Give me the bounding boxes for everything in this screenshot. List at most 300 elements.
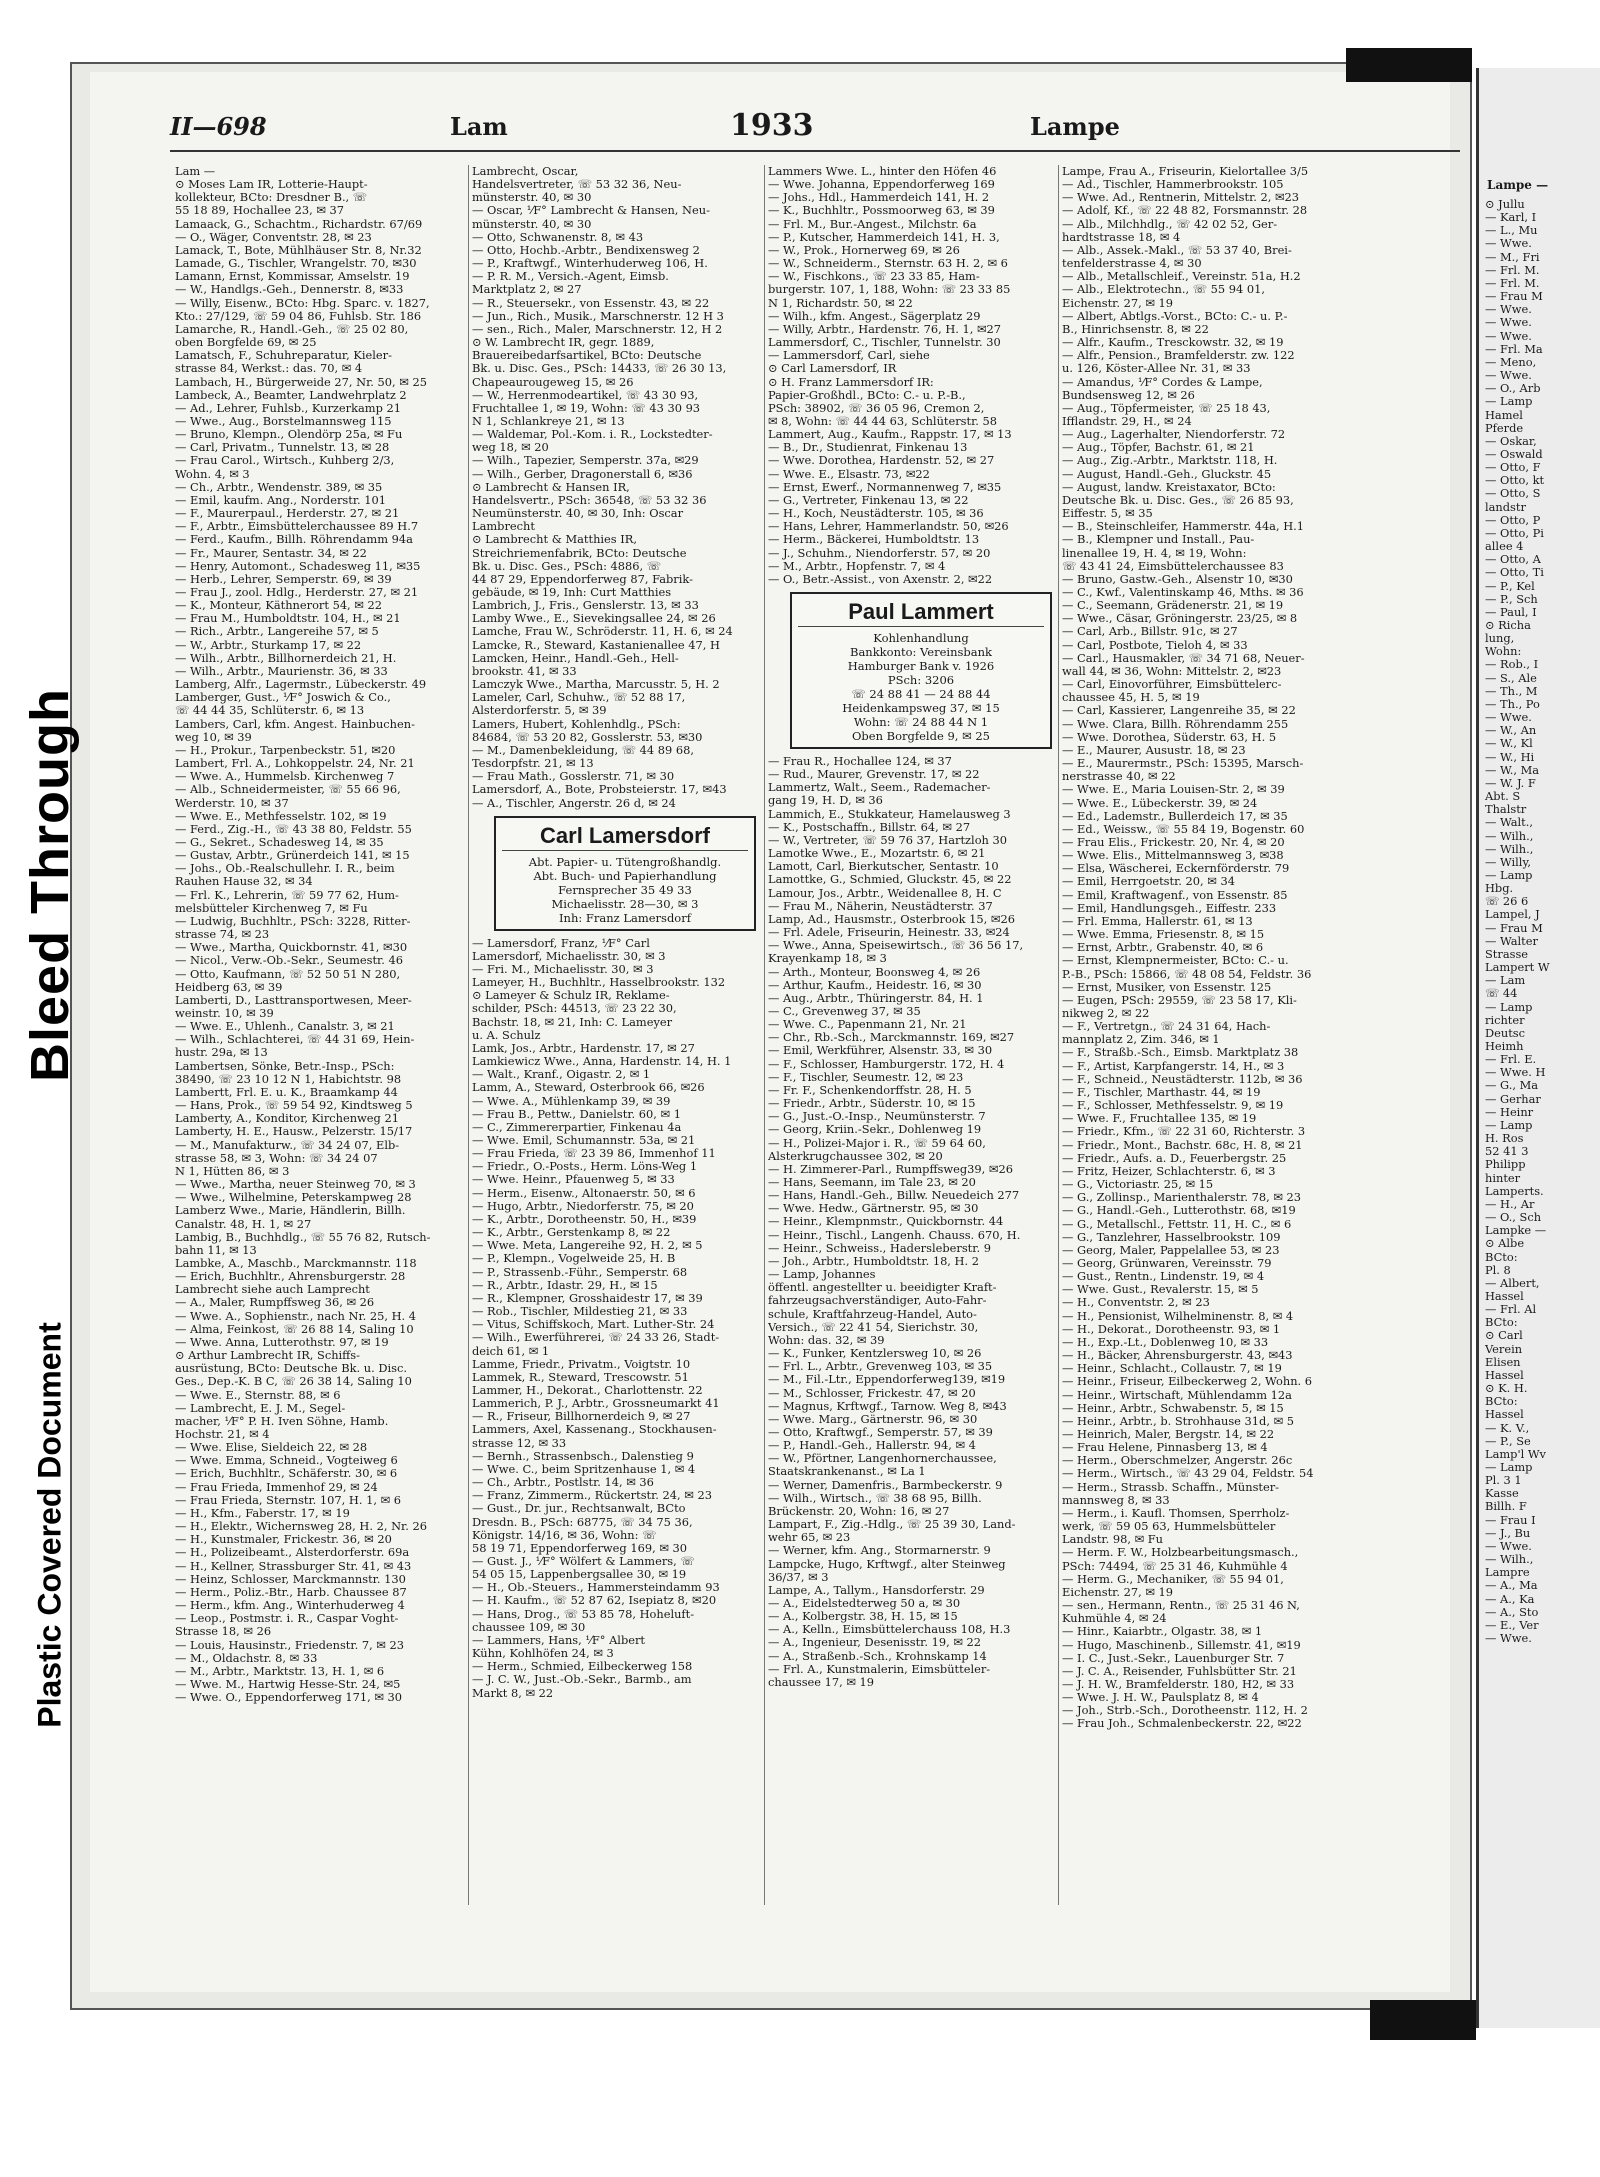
next-page-line: BCto: — [1485, 1394, 1518, 1409]
directory-column-1 — [175, 165, 467, 1905]
directory-entry-line: Lambke, A., Maschb., Marckmannstr. 118 — [175, 1256, 417, 1270]
directory-entry-line: Wohn. 4, ✉ 3 — [175, 467, 250, 481]
next-page-line: — Willy, — [1485, 854, 1531, 869]
directory-entry-line: — Herb., Lehrer, Semperstr. 69, ✉ 39 — [175, 572, 392, 586]
ad-line: PSch: 3206 — [887, 673, 955, 687]
directory-entry-line: Brückenstr. 20, Wohn: 16, ✉ 27 — [768, 1504, 950, 1518]
next-page-line: — M., Fri — [1485, 249, 1540, 264]
directory-entry-line: — Friedr., Aufs. a. D., Feuerbergstr. 25 — [1062, 1151, 1287, 1165]
bleed-through-label: Bleed Through — [20, 688, 80, 1082]
directory-entry-line: — Erich, Buchhltr., Ahrensburgerstr. 28 — [175, 1270, 406, 1284]
directory-entry-line: — B., Steinschleifer, Hammerstr. 44a, H.1 — [1062, 520, 1305, 534]
directory-entry-line: — Friedr., O.-Posts., Herm. Löns-Weg 1 — [472, 1160, 698, 1174]
directory-entry-line: — F., Schlosser, Hamburgerstr. 172, H. 4 — [768, 1057, 1005, 1071]
next-page-line: Lampel, J — [1485, 907, 1540, 922]
next-page-line: Abt. S — [1485, 789, 1521, 804]
directory-entry-line: — Aug., Töpfer, Bachstr. 61, ✉ 21 — [1062, 441, 1255, 455]
directory-entry-line: Ges., Dep.-K. B C, ☏ 26 38 14, Saling 10 — [175, 1375, 412, 1389]
directory-entry-line: Landstr. 98, ✉ Fu — [1062, 1533, 1163, 1547]
directory-entry-line: Lambrecht, Oscar, — [472, 165, 579, 178]
directory-entry-line: — Hugo, Maschinenb., Sillemstr. 41, ✉19 — [1062, 1638, 1301, 1652]
directory-entry-line: — Carl, Einovorführer, Eimsbüttelerc- — [1062, 678, 1282, 692]
next-page-line: ☏ 44 — [1485, 986, 1518, 1001]
next-page-line: Hassel — [1485, 1407, 1524, 1422]
next-page-line: — Albert, — [1485, 1275, 1540, 1290]
next-page-line: — Frau I — [1485, 1512, 1536, 1527]
directory-entry-line: — Alma, Feinkost, ☏ 26 88 14, Saling 10 — [175, 1322, 414, 1336]
directory-entry-line: Canalstr. 48, H. 1, ✉ 27 — [175, 1217, 312, 1231]
directory-entry-line: — Carl., Hausmakler, ☏ 34 71 68, Neuer- — [1062, 651, 1305, 665]
advertisement-carl-lamersdorf — [494, 816, 756, 931]
directory-entry-line: 36/37, ✉ 3 — [768, 1570, 829, 1584]
next-page-line: — Frl. Ma — [1485, 341, 1543, 356]
directory-entry-line: — Herm., Poliz.-Btr., Harb. Chaussee 87 — [175, 1585, 407, 1599]
directory-entry-line: Lamkiewicz Wwe., Anna, Hardenstr. 14, H. 1 — [472, 1055, 732, 1069]
directory-entry-line: — Fr., Maurer, Sentastr. 34, ✉ 22 — [175, 546, 367, 560]
directory-entry-line: oben Borgfelde 69, ✉ 25 — [175, 336, 317, 350]
directory-entry-line: — M., Schlosser, Frickestr. 47, ✉ 20 — [768, 1386, 976, 1400]
directory-entry-line: Lameyer, H., Buchhltr., Hasselbrookstr. 132 — [472, 976, 726, 990]
directory-entry-line: — Ernst, Arbtr., Grabenstr. 40, ✉ 6 — [1062, 941, 1264, 955]
directory-entry-line: — Wwe. Dorothea, Hardenstr. 52, ✉ 27 — [768, 454, 995, 468]
next-page-line: — Wwe. — [1485, 236, 1532, 251]
header-right-word: Lampe — [1030, 112, 1120, 141]
directory-entry-line: — G., Tanzlehrer, Hasselbrookstr. 109 — [1062, 1230, 1281, 1244]
directory-entry-line: mannplatz 2, Zim. 346, ✉ 1 — [1062, 1033, 1220, 1047]
next-page-line: — A., Ka — [1485, 1591, 1535, 1606]
directory-entry-line: — Wwe. Elis., Mittelmannsweg 3, ✉38 — [1062, 849, 1284, 863]
directory-entry-line: chaussee 45, H. 5, ✉ 19 — [1062, 691, 1200, 705]
next-page-line: Wohn: — [1485, 644, 1522, 659]
directory-entry-line: — H., Pensionist, Wilhelminenstr. 8, ✉ 4 — [1062, 1309, 1294, 1323]
next-page-line: — E., Ver — [1485, 1617, 1539, 1632]
directory-entry-line: — Carl, Privatm., Tunnelstr. 13, ✉ 28 — [175, 441, 390, 455]
directory-entry-line: — Wwe. Emma, Friesenstr. 8, ✉ 15 — [1062, 928, 1265, 942]
next-page-line: — Th., M — [1485, 683, 1538, 698]
directory-entry-line: — Vitus, Schiffskoch, Mart. Luther-Str. 24 — [472, 1318, 715, 1332]
directory-entry-line: B., Hinrichsenstr. 8, ✉ 22 — [1062, 322, 1209, 336]
directory-entry-line: — Aug., Arbtr., Thüringerstr. 84, H. 1 — [768, 991, 984, 1005]
directory-entry-line: Lamk, Jos., Arbtr., Hardenstr. 17, ✉ 27 — [472, 1041, 695, 1055]
directory-entry-line: — Wwe. Heinr., Pfauenweg 5, ✉ 33 — [472, 1173, 675, 1187]
advertisement-paul-lammert — [790, 592, 1052, 749]
next-page-line: — Wwe. H — [1485, 1065, 1546, 1080]
next-page-line: Lampert W — [1485, 960, 1550, 975]
directory-entry-line: — Wwe., Aug., Borstelmannsweg 115 — [175, 414, 392, 428]
next-page-line: richter — [1485, 1012, 1525, 1027]
next-page-line: — Frl. E. — [1485, 1052, 1537, 1067]
directory-entry-line: — Walt., Kranf., Oigastr. 2, ✉ 1 — [472, 1068, 651, 1082]
next-page-line: — Lamp — [1485, 1460, 1533, 1474]
directory-entry-line: — C., Grevenweg 37, ✉ 35 — [768, 1004, 921, 1018]
next-page-line: Lamp'l Wv — [1485, 1446, 1546, 1461]
directory-entry-line: — Wwe. Clara, Billh. Röhrendamm 255 — [1062, 717, 1289, 731]
directory-entry-line: — Wwe., Martha, neuer Steinweg 70, ✉ 3 — [175, 1178, 416, 1192]
directory-entry-line: Krayenkamp 18, ✉ 3 — [768, 952, 887, 966]
directory-entry-line: werk, ☏ 59 05 63, Hummelsbütteler — [1062, 1520, 1276, 1534]
directory-entry-line: — Frau Carol., Wirtsch., Kuhberg 2/3, — [175, 454, 395, 468]
next-page-line: ☏ 26 6 — [1485, 894, 1529, 909]
directory-entry-line: ✉ 8, Wohn: ☏ 44 44 63, Schlüterstr. 58 — [768, 414, 998, 428]
directory-entry-line: — O., Betr.-Assist., von Axenstr. 2, ✉22 — [768, 572, 993, 586]
next-page-line: hinter — [1485, 1170, 1521, 1185]
directory-entry-line: Lamotke Wwe., E., Mozartstr. 6, ✉ 21 — [768, 847, 986, 861]
directory-entry-line: Lammertz, Walt., Seem., Rademacher- — [768, 781, 991, 795]
directory-entry-line: 38490, ☏ 23 10 12 N 1, Habichtstr. 98 — [175, 1072, 402, 1086]
directory-entry-line: — P., Kraftwgf., Winterhuderweg 106, H. — [472, 257, 708, 271]
directory-entry-line: — Alfr., Kaufm., Tresckowstr. 32, ✉ 19 — [1062, 336, 1284, 350]
next-page-line: — W., An — [1485, 723, 1537, 738]
directory-entry-line: — Emil, kaufm. Ang., Norderstr. 101 — [175, 493, 387, 507]
directory-entry-line: — Herm., Strassb. Schaffn., Münster- — [1062, 1480, 1280, 1494]
directory-entry-line: — Ernst, Musiker, von Essenstr. 125 — [1062, 980, 1272, 994]
directory-entry-line: — Herm., Wirtsch., ☏ 43 29 04, Feldstr. 54 — [1062, 1467, 1314, 1481]
next-page-line: — Lamp — [1485, 867, 1533, 882]
next-page-line: Lampre — [1485, 1565, 1530, 1580]
directory-entry-line: Lammers, Axel, Kassenang., Stockhausen- — [472, 1423, 717, 1437]
directory-entry-line: — Emil, Kraftwagenf., von Essenstr. 85 — [1062, 888, 1288, 902]
next-page-line: ⊙ Albe — [1485, 1236, 1525, 1251]
directory-entry-line: 54 05 15, Lappenbergsallee 30, ✉ 19 — [472, 1568, 687, 1582]
directory-entry-line: — Leop., Postmstr. i. R., Caspar Voght- — [175, 1612, 399, 1626]
directory-entry-line: — Louis, Hausinstr., Friedenstr. 7, ✉ 23 — [175, 1638, 404, 1652]
directory-entry-line: — H. Zimmerer-Parl., Rumpffsweg39, ✉26 — [768, 1162, 1013, 1176]
directory-entry-line: Lampart, F., Zig.-Hdlg., ☏ 25 39 30, Land- — [768, 1518, 1016, 1532]
directory-entry-line: — K., Funker, Kentzlersweg 10, ✉ 26 — [768, 1347, 982, 1361]
directory-entry-line: — Franz, Zimmerm., Rückertstr. 24, ✉ 23 — [472, 1489, 712, 1503]
directory-entry-line: — K., Arbtr., Dorotheenstr. 50, H., ✉39 — [472, 1212, 697, 1226]
next-page-line: Heimh — [1485, 1039, 1524, 1053]
next-page-line: — Otto, S — [1485, 486, 1541, 501]
directory-entry-line: — Friedr., Mont., Bachstr. 68c, H. 8, ✉ 21 — [1062, 1138, 1303, 1152]
directory-entry-line: Marktplatz 2, ✉ 27 — [472, 283, 582, 297]
directory-entry-line: — J. H. W., Bramfelderstr. 180, H2, ✉ 33 — [1062, 1677, 1295, 1691]
directory-entry-line: — F., Tischler, Marthastr. 44, ✉ 19 — [1062, 1085, 1261, 1099]
directory-entry-line: Ifflandstr. 29, H., ✉ 24 — [1062, 414, 1192, 428]
next-page-line: BCto: — [1485, 1315, 1518, 1330]
directory-entry-line: wehr 65, ✉ 23 — [768, 1531, 851, 1545]
directory-entry-line: — Alb., Metallschleif., Vereinstr. 51a, H.2 — [1062, 270, 1301, 284]
next-page-line: — Otto, A — [1485, 552, 1541, 567]
directory-entry-line: — Emil, Werkführer, Alsenstr. 33, ✉ 30 — [768, 1044, 993, 1058]
directory-entry-line: PSch: 38902, ☏ 36 05 96, Cremon 2, — [768, 401, 985, 415]
directory-entry-line: — Lamp, Johannes — [768, 1268, 876, 1282]
directory-entry-line: — Frau Elis., Frickestr. 20, Nr. 4, ✉ 20 — [1062, 835, 1285, 849]
directory-entry-line: — H. Kaufm., ☏ 52 87 62, Isepiatz 8, ✉20 — [472, 1594, 717, 1608]
directory-entry-line: u. A. Schulz — [472, 1028, 541, 1042]
next-page-line: Billh. F — [1485, 1499, 1527, 1514]
directory-entry-line: — Wwe., Wilhelmine, Peterskampweg 28 — [175, 1191, 412, 1205]
directory-entry-line: u. 126, Köster-Allee Nr. 31, ✉ 33 — [1062, 362, 1251, 376]
directory-entry-line: — A., Straßenb.-Sch., Krohnskamp 14 — [768, 1649, 987, 1663]
next-page-line: — P., Se — [1485, 1433, 1531, 1448]
directory-entry-line: — Wilh., Tapezier, Semperstr. 37a, ✉29 — [472, 454, 699, 468]
directory-entry-line: — Wwe. Anna, Lutterothstr. 97, ✉ 19 — [175, 1335, 389, 1349]
directory-entry-line: öffentl. angestellter u. beeidigter Kraft- — [768, 1281, 997, 1295]
next-page-line: Kasse — [1485, 1486, 1519, 1501]
directory-entry-line: Heidberg 63, ✉ 39 — [175, 980, 283, 994]
directory-entry-line: — Wwe. E., Lübeckerstr. 39, ✉ 24 — [1062, 796, 1258, 810]
directory-entry-line: — Magnus, Krftwgf., Tarnow. Weg 8, ✉43 — [768, 1399, 1007, 1413]
directory-entry-line: strasse 74, ✉ 23 — [175, 928, 270, 942]
ad-title: Paul Lammert — [798, 598, 1044, 627]
directory-entry-line: ⊙ Lambrecht & Matthies IR, — [472, 533, 637, 547]
directory-entry-line: — Wwe. A., Hummelsb. Kirchenweg 7 — [175, 770, 395, 784]
next-page-line: — A., Sto — [1485, 1604, 1539, 1619]
directory-entry-line: — Wwe. E., Methfesselstr. 102, ✉ 19 — [175, 809, 387, 823]
directory-entry-line: Lambers, Carl, kfm. Angest. Hainbuchen- — [175, 717, 415, 731]
directory-entry-line: — Carl, Postbote, Tieloh 4, ✉ 33 — [1062, 638, 1248, 652]
directory-entry-line: — H., Ob.-Steuers., Hammersteindamm 93 — [472, 1581, 720, 1595]
directory-entry-line: — G., Vertreter, Finkenau 13, ✉ 22 — [768, 493, 969, 507]
directory-entry-line: Lamersdorf, Michaelisstr. 30, ✉ 3 — [472, 949, 666, 963]
next-page-line: Philipp — [1485, 1157, 1526, 1172]
directory-entry-line: — Gust. J., ⅟F° Wölfert & Lammers, ☏ — [472, 1555, 695, 1568]
directory-entry-line: — M., Manufakturw., ☏ 34 24 07, Elb- — [175, 1138, 400, 1152]
directory-entry-line: — Aug., Lagerhalter, Niendorferstr. 72 — [1062, 428, 1286, 442]
directory-entry-line: — Erich, Buchhltr., Schäferstr. 30, ✉ 6 — [175, 1467, 398, 1481]
next-page-line: landstr — [1485, 499, 1526, 514]
directory-entry-line: 55 18 89, Hochallee 23, ✉ 37 — [175, 204, 345, 218]
directory-column-4 — [1062, 165, 1354, 1905]
directory-entry-line: Alsterdorferstr. 5, ✉ 39 — [472, 704, 607, 718]
ad-line: Heidenkampsweg 37, ✉ 15 — [842, 701, 1000, 715]
directory-entry-line: — Hans, Seemann, im Tale 23, ✉ 20 — [768, 1176, 976, 1189]
directory-entry-line: — August, Handl.-Geh., Gluckstr. 45 — [1062, 467, 1272, 481]
directory-entry-line: Strasse 18, ✉ 26 — [175, 1625, 272, 1639]
directory-entry-line: Fruchtallee 1, ✉ 19, Wohn: ☏ 43 30 93 — [472, 401, 701, 415]
directory-entry-line: N 1, Hütten 86, ✉ 3 — [175, 1164, 290, 1178]
directory-entry-line: Markt 8, ✉ 22 — [472, 1686, 554, 1700]
ad-line: Kohlenhandlung — [873, 631, 969, 645]
next-page-line: Strasse — [1485, 946, 1529, 961]
directory-entry-line: — Carl, Arb., Billstr. 91c, ✉ 27 — [1062, 625, 1238, 639]
next-page-line: — Rob., I — [1485, 657, 1539, 672]
ad-line: Inh: Franz Lamersdorf — [559, 910, 691, 925]
directory-entry-line: — Gustav, Arbtr., Grünerdeich 141, ✉ 15 — [175, 849, 410, 863]
directory-entry-line: ☏ 44 44 35, Schlüterstr. 6, ✉ 13 — [175, 704, 365, 718]
next-page-lines — [1485, 198, 1550, 1645]
directory-entry-line: — Herm., kfm. Ang., Winterhuderweg 4 — [175, 1599, 405, 1613]
directory-entry-line: — Ernst, Ewerf., Normannenweg 7, ✉35 — [768, 480, 1002, 494]
header-year: 1933 — [730, 108, 814, 143]
directory-entry-line: — Wwe. M., Hartwig Hesse-Str. 24, ✉5 — [175, 1677, 401, 1691]
directory-entry-line: ⊙ Arthur Lambrecht IR, Schiffs- — [175, 1349, 360, 1363]
directory-entry-line: — sen., Rich., Maler, Marschnerstr. 12, H 2 — [472, 322, 723, 336]
directory-entry-line: mannsweg 8, ✉ 33 — [1062, 1493, 1170, 1507]
next-page-line: — Lamp — [1485, 1117, 1533, 1132]
directory-entry-line: — W., Fischkons., ☏ 23 33 85, Ham- — [768, 270, 980, 284]
directory-entry-line: Lambertsen, Sönke, Betr.-Insp., PSch: — [175, 1059, 395, 1073]
directory-entry-line: macher, ⅟F° P. H. Iven Söhne, Hamb. — [175, 1414, 389, 1428]
directory-entry-line: — B., Klempner und Install., Pau- — [1062, 533, 1255, 547]
page-header — [170, 108, 1460, 152]
directory-entry-line: Lammerich, P. J., Arbtr., Grossneumarkt 41 — [472, 1397, 720, 1411]
plastic-covered-label: Plastic Covered Document — [31, 1322, 68, 1728]
directory-entry-line: Lammer, H., Dekorat., Charlottenstr. 22 — [472, 1383, 703, 1397]
next-page-line: — P., Kel — [1485, 578, 1535, 593]
directory-entry-line: — F., Schlosser, Methfesselstr. 9, ✉ 19 — [1062, 1099, 1284, 1113]
directory-entry-line: — Hans, Prok., ☏ 59 54 92, Kindtsweg 5 — [175, 1099, 413, 1113]
directory-entry-line: — K., Buchhltr., Possmoorweg 63, ✉ 39 — [768, 204, 995, 218]
directory-entry-line: — Hinr., Kaiarbtr., Olgastr. 38, ✉ 1 — [1062, 1625, 1263, 1639]
column-divider — [764, 165, 765, 1905]
directory-entry-line: bahn 11, ✉ 13 — [175, 1243, 257, 1257]
next-page-line: — Otto, Ti — [1485, 565, 1544, 580]
directory-entry-line: — Herm., i. Kaufl. Thomsen, Sperrholz- — [1062, 1506, 1290, 1520]
ad-line: Oben Borgfelde 9, ✉ 25 — [851, 729, 990, 743]
directory-entry-line: — P., Kutscher, Hammerdeich 141, H. 3, — [768, 230, 1000, 244]
next-page-line: — Wwe. — [1485, 315, 1532, 330]
directory-entry-line: — M., Oldachstr. 8, ✉ 33 — [175, 1651, 318, 1665]
ad-line: Abt. Buch- und Papierhandlung — [533, 868, 717, 883]
directory-entry-line: — G., Metallschl., Fettstr. 11, H. C., ✉ 6 — [1062, 1217, 1292, 1231]
next-page-line: Lampke — — [1485, 1223, 1547, 1238]
next-page-line: — Oswald — [1485, 446, 1543, 461]
directory-entry-line: — Ch., Arbtr., Postlstr. 14, ✉ 36 — [472, 1476, 654, 1490]
next-page-line: H. Ros — [1485, 1131, 1524, 1146]
directory-entry-line: — Heinr., Klempnmstr., Quickbornstr. 44 — [768, 1215, 1004, 1229]
next-page-line: — Wwe. — [1485, 1631, 1532, 1646]
directory-entry-line: — R., Klempner, Grosshaidestr 17, ✉ 39 — [472, 1291, 703, 1305]
directory-entry-line: — Wwe. J. H. W., Paulsplatz 8, ✉ 4 — [1062, 1691, 1259, 1705]
next-page-line: 52 41 3 — [1485, 1144, 1529, 1159]
directory-entry-line: N 1, Schlankreye 21, ✉ 13 — [472, 414, 625, 428]
directory-entry-line: — Wwe. A., Mühlenkamp 39, ✉ 39 — [472, 1094, 671, 1108]
directory-entry-line: ⊙ Lameyer & Schulz IR, Reklame- — [472, 989, 670, 1003]
directory-entry-line: — Hans, Lehrer, Hammerlandstr. 50, ✉26 — [768, 520, 1009, 534]
directory-entry-line: — P., Handl.-Geh., Hallerstr. 94, ✉ 4 — [768, 1439, 976, 1453]
directory-entry-line: — H., Koch, Neustädterstr. 105, ✉ 36 — [768, 507, 984, 521]
next-page-line: — H., Ar — [1485, 1196, 1535, 1211]
ad-line: Wohn: ☏ 24 88 44 N 1 — [853, 715, 989, 729]
next-page-line: — W. J. F — [1485, 775, 1536, 790]
directory-entry-line: — Wwe. Ad., Rentnerin, Mittelstr. 2, ✉23 — [1062, 191, 1300, 205]
next-page-line: Deutsc — [1485, 1025, 1526, 1040]
directory-entry-line: schilder, PSch: 44513, ☏ 23 22 30, — [472, 1002, 677, 1016]
directory-entry-line: — Aug., Töpfermeister, ☏ 25 18 43, — [1062, 401, 1271, 415]
directory-entry-line: — Frau Joh., Schmalenbeckerstr. 22, ✉22 — [1062, 1717, 1302, 1731]
directory-entry-line: Dresdn. B., PSch: 68775, ☏ 34 75 36, — [472, 1515, 693, 1529]
directory-entry-line: — Aug., Zig.-Arbtr., Marktstr. 118, H. — [1062, 454, 1278, 468]
directory-entry-line: — Bernh., Strassenbsch., Dalenstieg 9 — [472, 1449, 694, 1463]
directory-entry-line: ⊙ Carl Lamersdorf, IR — [768, 362, 897, 376]
directory-column-3 — [768, 165, 1060, 1905]
directory-entry-line: — Frl. K., Lehrerin, ☏ 59 77 62, Hum- — [175, 888, 399, 902]
directory-entry-line: — Alb., Elektrotechn., ☏ 55 94 01, — [1062, 283, 1265, 297]
directory-entry-line: ☏ 43 41 24, Eimsbüttelerchaussee 83 — [1062, 559, 1284, 573]
directory-entry-line: Lamottke, G., Schmied, Gluckstr. 45, ✉ 22 — [768, 873, 1012, 887]
directory-entry-line: Lambrich, J., Fris., Genslerstr. 13, ✉ 33 — [472, 599, 699, 613]
directory-entry-line: — A., Ingenieur, Desenisstr. 19, ✉ 22 — [768, 1636, 981, 1650]
scanner-edge-bottom-right — [1370, 2000, 1476, 2040]
directory-entry-line: — Wwe., Cäsar, Gröningerstr. 23/25, ✉ 8 — [1062, 612, 1298, 626]
directory-entry-line: Lammert, Aug., Kaufm., Rappstr. 17, ✉ 13 — [768, 428, 1012, 442]
directory-entry-line: — F., Straßb.-Sch., Eimsb. Marktplatz 38 — [1062, 1046, 1299, 1060]
next-page-line: — Walter — [1485, 933, 1538, 948]
ad-line: Bankkonto: Vereinsbank — [850, 645, 992, 659]
directory-entry-line: nerstrasse 40, ✉ 22 — [1062, 770, 1176, 784]
next-page-line: ⊙ Richa — [1485, 618, 1531, 632]
directory-entry-line: — Albert, Abtlgs.-Vorst., BCto: C.- u. P.- — [1062, 309, 1288, 323]
directory-entry-line: chaussee 109, ✉ 30 — [472, 1620, 586, 1634]
directory-entry-line: — Arth., Monteur, Boonsweg 4, ✉ 26 — [768, 965, 981, 979]
directory-entry-line: — W., Arbtr., Sturkamp 17, ✉ 22 — [175, 638, 362, 652]
directory-entry-line: schule, Kraftfahrzeug-Handel, Auto- — [768, 1307, 977, 1321]
directory-entry-line: linenallee 19, H. 4, ✉ 19, Wohn: — [1062, 546, 1247, 560]
directory-entry-line: — K., Postschaffn., Billstr. 64, ✉ 27 — [768, 820, 971, 834]
directory-entry-line: burgerstr. 107, 1, 188, Wohn: ☏ 23 33 85 — [768, 283, 1011, 297]
directory-entry-line: — Wwe. C., beim Spritzenhause 1, ✉ 4 — [472, 1462, 696, 1476]
directory-entry-line: Lammersdorf, C., Tischler, Tunnelstr. 30 — [768, 336, 1001, 350]
next-page-line: Verein — [1485, 1341, 1523, 1356]
next-page-line: — A., Ma — [1485, 1578, 1538, 1593]
directory-entry-line: — M., Fil.-Ltr., Eppendorferweg139, ✉19 — [768, 1373, 1006, 1387]
directory-entry-line: — B., Dr., Studienrat, Finkenau 13 — [768, 441, 968, 455]
page-number: II—698 — [170, 112, 267, 141]
directory-entry-line: Lamatsch, F., Schuhreparatur, Kieler- — [175, 349, 392, 363]
directory-entry-line: Lamour, Jos., Arbtr., Weidenallee 8, H. C — [768, 886, 1002, 900]
next-page-line: — W., Kl — [1485, 736, 1533, 751]
directory-entry-line: Lammek, R., Steward, Trescowstr. 51 — [472, 1370, 689, 1384]
directory-entry-line: — Heinr., Tischl., Langenh. Chauss. 670, H. — [768, 1228, 1021, 1242]
directory-entry-line: — Otto, Kraftwgf., Semperstr. 57, ✉ 39 — [768, 1425, 993, 1439]
directory-entry-line: hustr. 29a, ✉ 13 — [175, 1046, 268, 1060]
directory-entry-line: — J. C. A., Reisender, Fuhlsbütter Str. 21 — [1062, 1664, 1297, 1678]
directory-entry-line: 84684, ☏ 53 20 82, Gosslerstr. 53, ✉30 — [472, 730, 703, 744]
directory-entry-line: — E., Maurer, Ausustr. 18, ✉ 23 — [1062, 743, 1246, 757]
next-page-line: — Frl. M. — [1485, 262, 1540, 277]
directory-entry-line: — Herm., Eisenw., Altonaerstr. 50, ✉ 6 — [472, 1186, 696, 1200]
directory-entry-line: — C., Seemann, Grädenerstr. 21, ✉ 19 — [1062, 599, 1284, 613]
directory-entry-line: Lambeck, A., Beamter, Landwehrplatz 2 — [175, 388, 407, 402]
directory-entry-line: — Ed., Lademstr., Bullerdeich 17, ✉ 35 — [1062, 809, 1288, 823]
directory-entry-line: — Frau B., Pettw., Danielstr. 60, ✉ 1 — [472, 1107, 681, 1121]
directory-entry-line: Lamche, Frau W., Schröderstr. 11, H. 6, ✉ 24 — [472, 625, 733, 639]
directory-entry-line: — Heinr., Arbtr., b. Strohhause 31d, ✉ 5 — [1062, 1414, 1294, 1428]
header-rule — [170, 150, 1460, 152]
directory-entry-line: — Lamersdorf, Franz, ⅟F° Carl — [472, 936, 650, 950]
next-page-line: — J., Bu — [1485, 1525, 1531, 1540]
directory-entry-line: Werderstr. 10, ✉ 37 — [175, 796, 289, 810]
directory-entry-line: — A., Eidelstedterweg 50 a, ✉ 30 — [768, 1597, 961, 1610]
directory-entry-line: — H., Polizeibeamt., Alsterdorferstr. 69a — [175, 1546, 410, 1560]
directory-entry-line: — Wilh., Arbtr., Billhornerdeich 21, H. — [175, 651, 397, 665]
directory-entry-line: — Herm., Oberschmelzer, Angerstr. 26c — [1062, 1454, 1293, 1468]
directory-entry-line: — Wwe. Elise, Sieldeich 22, ✉ 28 — [175, 1441, 368, 1455]
directory-entry-line: chaussee 17, ✉ 19 — [768, 1675, 875, 1689]
directory-entry-line: — Herm. F. W., Holzbearbeitungsmasch., — [1062, 1546, 1299, 1560]
directory-entry-line: Königstr. 14/16, ✉ 36, Wohn: ☏ — [472, 1528, 657, 1542]
directory-entry-line: Lampe, Frau A., Friseurin, Kielortallee 3/5 — [1062, 165, 1309, 178]
column-divider — [468, 165, 469, 1905]
directory-entry-line: Kuhmühle 4, ✉ 24 — [1062, 1612, 1167, 1626]
directory-entry-line: Lam — — [175, 165, 216, 178]
next-page-line: Pferde — [1485, 420, 1524, 435]
directory-entry-line: — E., Maurermstr., PSch: 15395, Marsch- — [1062, 757, 1304, 771]
next-page-line: — Wilh., — [1485, 1552, 1534, 1567]
next-page-line: — Heinr — [1485, 1104, 1534, 1119]
next-page-line: — Paul, I — [1485, 604, 1537, 619]
directory-entry-line: Lampcke, Hugo, Krftwgf., alter Steinweg — [768, 1557, 1006, 1571]
directory-entry-line: Chapeaurougeweg 15, ✉ 26 — [472, 375, 634, 389]
directory-entry-line: — Ferd., Kaufm., Billh. Röhrendamm 94a — [175, 533, 413, 547]
directory-entry-line: wall 44, ✉ 36, Wohn: Mittelstr. 2, ✉23 — [1062, 664, 1282, 678]
directory-entry-line: — Wilh., kfm. Angest., Sägerplatz 29 — [768, 309, 981, 323]
directory-entry-line: hardtstrasse 18, ✉ 4 — [1062, 230, 1181, 244]
directory-entry-line: — H., Elektr., Wichernsweg 28, H. 2, Nr. 26 — [175, 1520, 427, 1534]
next-page-line: — Frl. Al — [1485, 1302, 1537, 1317]
